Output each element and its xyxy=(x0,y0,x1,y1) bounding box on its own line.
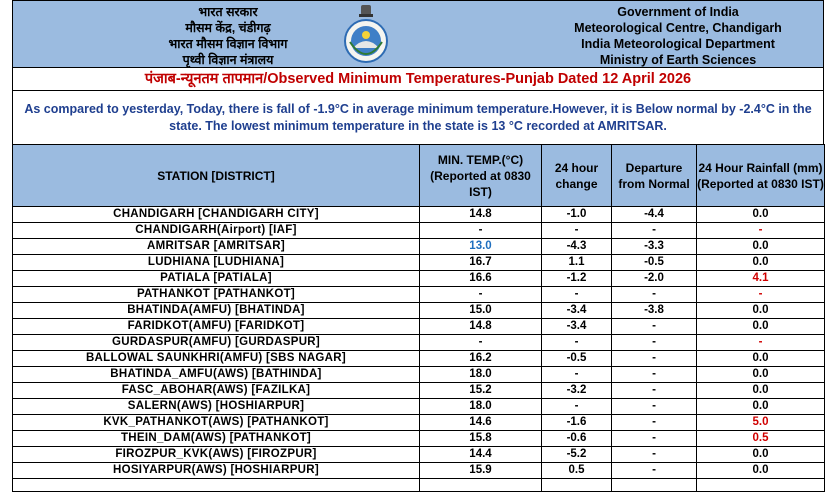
header-english-line: Ministry of Earth Sciences xyxy=(599,53,757,67)
rainfall-cell: - xyxy=(697,335,825,351)
table-row xyxy=(13,287,825,303)
empty-cell xyxy=(697,479,825,492)
table-row xyxy=(13,271,825,287)
rainfall-cell: 4.1 xyxy=(697,271,825,287)
table-header-row xyxy=(13,145,825,207)
header-english-block xyxy=(553,4,803,68)
station-cell: AMRITSAR [AMRITSAR] xyxy=(13,239,420,255)
table-row xyxy=(13,255,825,271)
station-cell: FARIDKOT(AMFU) [FARIDKOT] xyxy=(13,319,420,335)
station-cell: KVK_PATHANKOT(AWS) [PATHANKOT] xyxy=(13,415,420,431)
departure-cell: - xyxy=(612,335,697,351)
change-cell: - xyxy=(542,399,612,415)
departure-cell: -0.5 xyxy=(612,255,697,271)
rainfall-cell: 0.0 xyxy=(697,255,825,271)
table-row xyxy=(13,207,825,223)
temperature-table xyxy=(12,144,825,492)
station-cell: FIROZPUR_KVK(AWS) [FIROZPUR] xyxy=(13,447,420,463)
departure-cell: - xyxy=(612,383,697,399)
header-hindi-line: भारत मौसम विज्ञान विभाग xyxy=(168,37,288,51)
station-cell: FASC_ABOHAR(AWS) [FAZILKA] xyxy=(13,383,420,399)
col-header-min-temp: MIN. TEMP.(°C) (Reported at 0830 IST) xyxy=(420,145,542,207)
imd-emblem-icon xyxy=(342,4,390,64)
rainfall-cell: 0.5 xyxy=(697,431,825,447)
table-row xyxy=(13,303,825,319)
rainfall-cell: 0.0 xyxy=(697,447,825,463)
rainfall-cell: - xyxy=(697,287,825,303)
rainfall-cell: 0.0 xyxy=(697,367,825,383)
station-cell: THEIN_DAM(AWS) [PATHANKOT] xyxy=(13,431,420,447)
min-temp-cell: 14.8 xyxy=(420,319,542,335)
station-cell: BHATINDA_AMFU(AWS) [BATHINDA] xyxy=(13,367,420,383)
change-cell: -0.5 xyxy=(542,351,612,367)
rainfall-cell: 0.0 xyxy=(697,383,825,399)
table-row xyxy=(13,383,825,399)
change-cell: -5.2 xyxy=(542,447,612,463)
rainfall-cell: 5.0 xyxy=(697,415,825,431)
header-english-line: Meteorological Centre, Chandigarh xyxy=(574,21,782,35)
col-header-change: 24 hour change xyxy=(542,145,612,207)
empty-cell xyxy=(13,479,420,492)
station-cell: SALERN(AWS) [HOSHIARPUR] xyxy=(13,399,420,415)
departure-cell: - xyxy=(612,287,697,303)
header-english-line: India Meteorological Department xyxy=(581,37,775,51)
rainfall-cell: 0.0 xyxy=(697,351,825,367)
change-cell: -4.3 xyxy=(542,239,612,255)
col-header-station: STATION [DISTRICT] xyxy=(13,145,420,207)
departure-cell: - xyxy=(612,415,697,431)
change-cell: -0.6 xyxy=(542,431,612,447)
change-cell: -1.6 xyxy=(542,415,612,431)
min-temp-cell: 18.0 xyxy=(420,399,542,415)
table-row xyxy=(13,335,825,351)
change-cell: 0.5 xyxy=(542,463,612,479)
change-cell: - xyxy=(542,335,612,351)
change-cell: - xyxy=(542,287,612,303)
table-row xyxy=(13,351,825,367)
change-cell: -3.2 xyxy=(542,383,612,399)
departure-cell: - xyxy=(612,399,697,415)
departure-cell: - xyxy=(612,367,697,383)
table-row xyxy=(13,431,825,447)
table-row xyxy=(13,463,825,479)
min-temp-cell: 16.2 xyxy=(420,351,542,367)
station-cell: PATHANKOT [PATHANKOT] xyxy=(13,287,420,303)
change-cell: -1.2 xyxy=(542,271,612,287)
min-temp-cell: - xyxy=(420,223,542,239)
table-row xyxy=(13,399,825,415)
table-row xyxy=(13,319,825,335)
departure-cell: - xyxy=(612,319,697,335)
station-cell: BHATINDA(AMFU) [BHATINDA] xyxy=(13,303,420,319)
min-temp-cell: 18.0 xyxy=(420,367,542,383)
change-cell: -3.4 xyxy=(542,303,612,319)
table-body xyxy=(13,207,825,492)
change-cell: 1.1 xyxy=(542,255,612,271)
report-sheet xyxy=(12,0,824,492)
min-temp-cell: 14.6 xyxy=(420,415,542,431)
header-hindi-line: मौसम केंद्र, चंडीगढ़ xyxy=(185,21,271,35)
station-cell: CHANDIGARH [CHANDIGARH CITY] xyxy=(13,207,420,223)
report-header xyxy=(12,0,824,67)
change-cell: -1.0 xyxy=(542,207,612,223)
station-cell: PATIALA [PATIALA] xyxy=(13,271,420,287)
header-hindi-line: भारत सरकार xyxy=(198,5,258,19)
rainfall-cell: - xyxy=(697,223,825,239)
table-row xyxy=(13,239,825,255)
departure-cell: - xyxy=(612,351,697,367)
empty-cell xyxy=(542,479,612,492)
table-row-empty xyxy=(13,479,825,492)
empty-cell xyxy=(420,479,542,492)
header-english-line: Government of India xyxy=(617,5,739,19)
departure-cell: -2.0 xyxy=(612,271,697,287)
header-hindi-block xyxy=(113,4,343,68)
rainfall-cell: 0.0 xyxy=(697,303,825,319)
min-temp-cell: 13.0 xyxy=(420,239,542,255)
min-temp-cell: 14.4 xyxy=(420,447,542,463)
table-row xyxy=(13,223,825,239)
header-hindi-line: पृथ्वी विज्ञान मंत्रालय xyxy=(182,53,274,67)
change-cell: - xyxy=(542,367,612,383)
rainfall-cell: 0.0 xyxy=(697,239,825,255)
station-cell: HOSIYARPUR(AWS) [HOSHIARPUR] xyxy=(13,463,420,479)
change-cell: - xyxy=(542,223,612,239)
departure-cell: -3.8 xyxy=(612,303,697,319)
min-temp-cell: 14.8 xyxy=(420,207,542,223)
station-cell: LUDHIANA [LUDHIANA] xyxy=(13,255,420,271)
empty-cell xyxy=(612,479,697,492)
rainfall-cell: 0.0 xyxy=(697,319,825,335)
min-temp-cell: 15.8 xyxy=(420,431,542,447)
col-header-departure: Departure from Normal xyxy=(612,145,697,207)
station-cell: GURDASPUR(AMFU) [GURDASPUR] xyxy=(13,335,420,351)
min-temp-cell: - xyxy=(420,335,542,351)
table-row xyxy=(13,447,825,463)
min-temp-cell: 16.6 xyxy=(420,271,542,287)
summary-text: As compared to yesterday, Today, there is fall of -1.9°C in average minimum temperature.However, it is Below normal by -2.4°C in the state. The lowest minimum temperature in the state is 13 °C recorded at AMRITSAR. xyxy=(12,90,824,144)
table-row xyxy=(13,415,825,431)
departure-cell: - xyxy=(612,431,697,447)
change-cell: -3.4 xyxy=(542,319,612,335)
departure-cell: -4.4 xyxy=(612,207,697,223)
table-row xyxy=(13,367,825,383)
min-temp-cell: 15.9 xyxy=(420,463,542,479)
rainfall-cell: 0.0 xyxy=(697,399,825,415)
departure-cell: - xyxy=(612,447,697,463)
station-cell: CHANDIGARH(Airport) [IAF] xyxy=(13,223,420,239)
departure-cell: - xyxy=(612,463,697,479)
rainfall-cell: 0.0 xyxy=(697,207,825,223)
min-temp-cell: - xyxy=(420,287,542,303)
min-temp-cell: 15.0 xyxy=(420,303,542,319)
report-title: पंजाब-न्यूनतम तापमान/Observed Minimum Temperatures-Punjab Dated 12 April 2026 xyxy=(12,67,824,90)
min-temp-cell: 16.7 xyxy=(420,255,542,271)
rainfall-cell: 0.0 xyxy=(697,463,825,479)
departure-cell: - xyxy=(612,223,697,239)
min-temp-cell: 15.2 xyxy=(420,383,542,399)
station-cell: BALLOWAL SAUNKHRI(AMFU) [SBS NAGAR] xyxy=(13,351,420,367)
col-header-rainfall: 24 Hour Rainfall (mm) (Reported at 0830 IST) xyxy=(697,145,825,207)
departure-cell: -3.3 xyxy=(612,239,697,255)
